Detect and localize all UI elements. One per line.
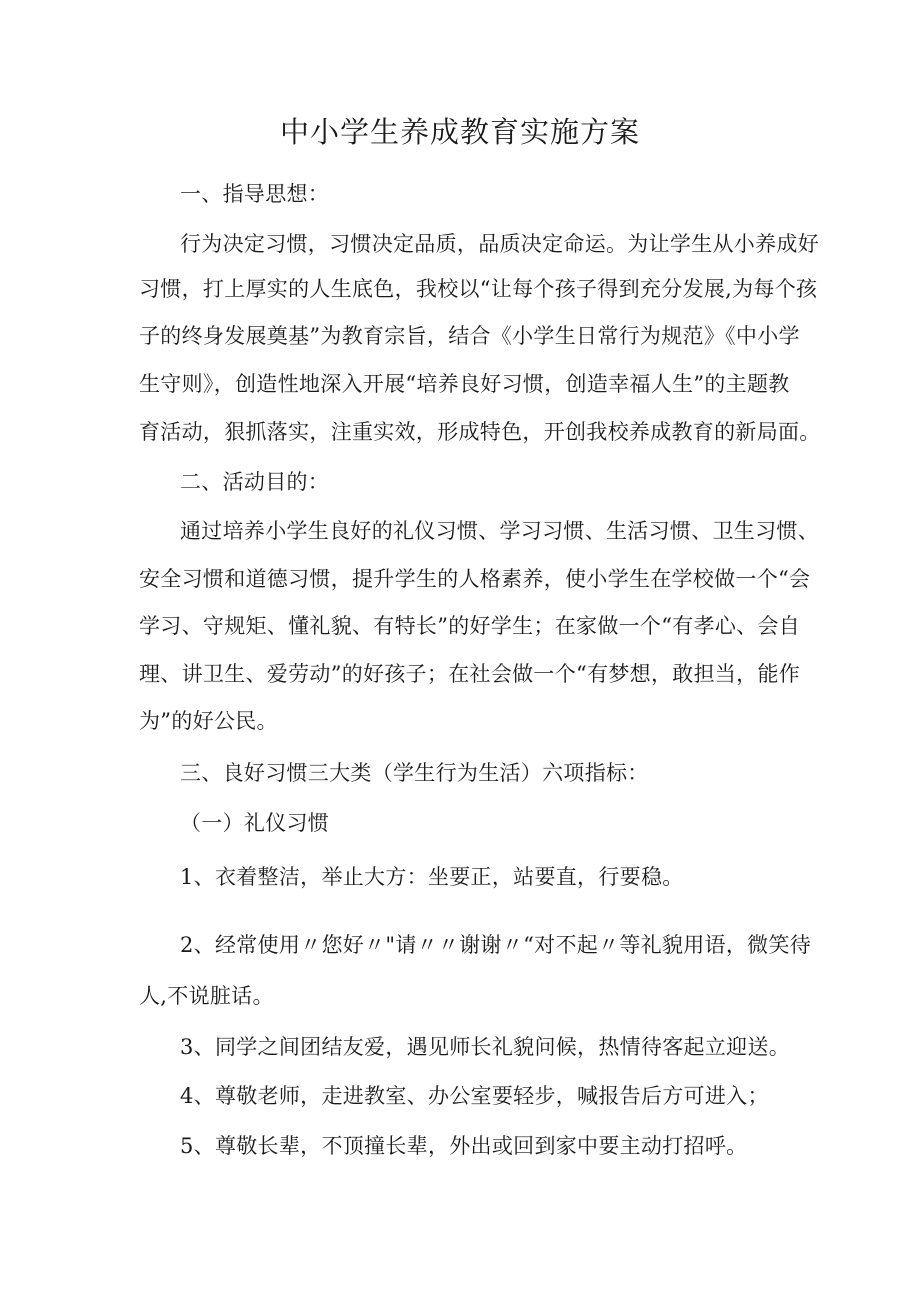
section-heading-guiding-ideology: 一、指导思想： [180, 182, 330, 206]
paragraph-line: 育活动，狠抓落实，注重实效，形成特色，开创我校养成教育的新局面。 [139, 420, 821, 444]
list-item-continuation: 人,不说脏话。 [139, 984, 274, 1008]
paragraph-line: 安全习惯和道德习惯，提升学生的人格素养，使小学生在学校做一个“会 [139, 567, 811, 591]
paragraph-line: 通过培养小学生良好的礼仪习惯、学习习惯、生活习惯、卫生习惯、 [180, 519, 819, 543]
paragraph-line: 习惯，打上厚实的人生底色，我校以“让每个孩子得到充分发展,为每个孩 [139, 277, 818, 301]
list-item: 2、经常使用〃您好〃"请〃〃谢谢〃“对不起〃等礼貌用语，微笑待 [180, 933, 812, 957]
document-title: 中小学生养成教育实施方案 [279, 115, 640, 149]
paragraph-line: 子的终身发展奠基”为教育宗旨，结合《小学生日常行为规范》《中小学 [139, 324, 800, 348]
list-item: 4、尊敬老师，走进教室、办公室要轻步，喊报告后方可进入； [180, 1084, 769, 1108]
list-item: 1、衣着整洁，举止大方：坐要正，站要直，行要稳。 [180, 865, 684, 889]
subsection-heading-etiquette: （一）礼仪习惯 [180, 811, 330, 835]
paragraph-line: 理、讲卫生、爱劳动”的好孩子；在社会做一个“有梦想，敢担当，能作 [139, 662, 801, 686]
section-heading-good-habits: 三、良好习惯三大类（学生行为生活）六项指标： [180, 761, 649, 785]
section-heading-activity-purpose: 二、活动目的： [180, 470, 330, 494]
paragraph-line: 生守则》，创造性地深入开展“培养良好习惯，创造幸福人生”的主题教 [139, 372, 790, 396]
list-item: 3、同学之间团结友爱，遇见师长礼貌问候，热情待客起立迎送。 [180, 1035, 791, 1059]
paragraph-line: 为”的好公民。 [139, 709, 278, 733]
paragraph-line: 学习、守规矩、懂礼貌、有特长”的好学生；在家做一个“有孝心、会自 [139, 614, 801, 638]
list-item: 5、尊敬长辈，不顶撞长辈，外出或回到家中要主动打招呼。 [180, 1134, 748, 1158]
paragraph-line: 行为决定习惯，习惯决定品质，品质决定命运。为让学生从小养成好 [180, 232, 819, 256]
